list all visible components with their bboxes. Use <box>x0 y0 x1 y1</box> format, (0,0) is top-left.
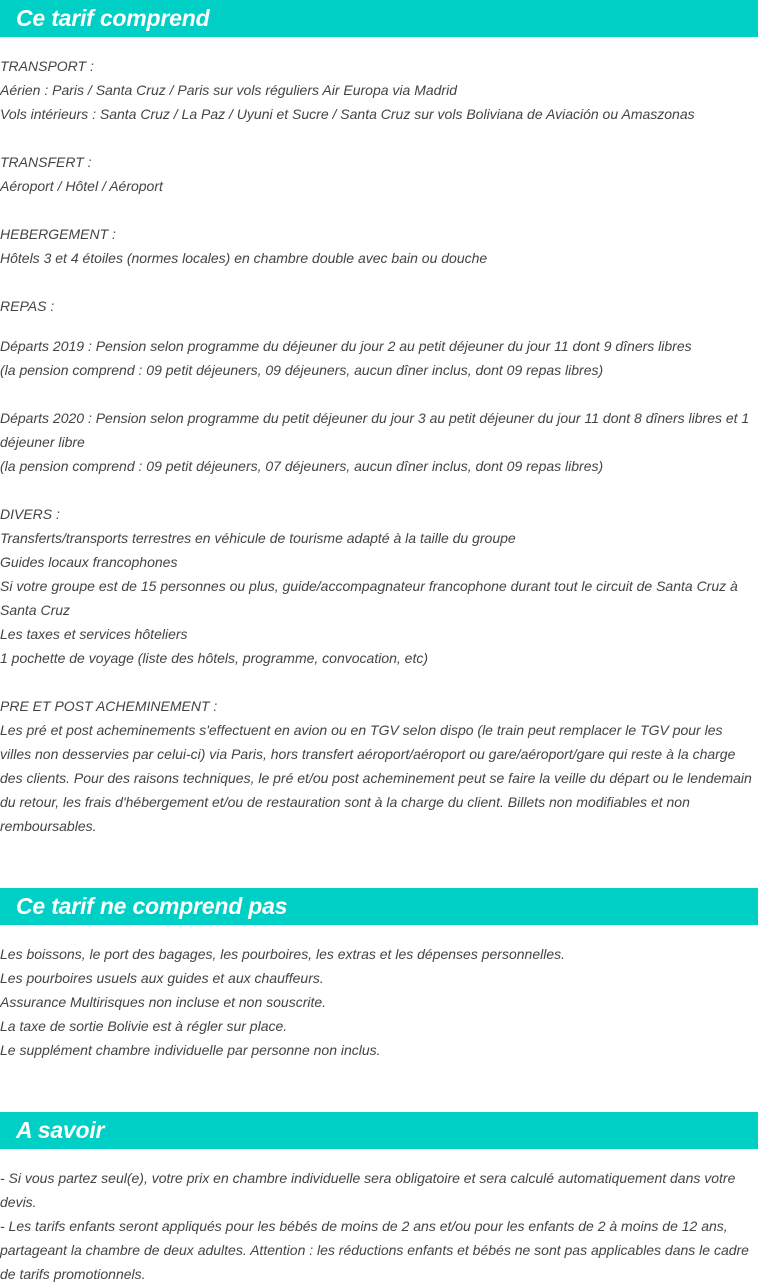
text-line: Les taxes et services hôteliers <box>0 626 188 642</box>
text-line: Départs 2020 : Pension selon programme du petit déjeuner du jour 3 au petit déjeuner du jour 11 dont 8 dîners libres et 1 déjeuner libre <box>0 410 750 450</box>
section-title: A savoir <box>0 1112 758 1149</box>
section-title: Ce tarif comprend <box>0 0 758 37</box>
text-line: Assurance Multirisques non incluse et non souscrite. <box>0 994 327 1010</box>
block-label-hebergement: HEBERGEMENT : <box>0 226 116 242</box>
text-line: Les boissons, le port des bagages, les pourboires, les extras et les dépenses personnelles. <box>0 946 566 962</box>
section-content <box>0 1149 758 1286</box>
text-line: 1 pochette de voyage (liste des hôtels, programme, convocation, etc) <box>0 650 429 666</box>
text-line: Guides locaux francophones <box>0 554 178 570</box>
section-a-savoir <box>0 1112 758 1286</box>
text-line: Départs 2019 : Pension selon programme du déjeuner du jour 2 au petit déjeuner du jour 11 dont 9 dîners libres <box>0 338 692 354</box>
text-line: Aérien : Paris / Santa Cruz / Paris sur vols réguliers Air Europa via Madrid <box>0 82 457 98</box>
section-title: Ce tarif ne comprend pas <box>0 888 758 925</box>
section-content <box>0 925 758 1062</box>
text-line: Le supplément chambre individuelle par personne non inclus. <box>0 1042 381 1058</box>
text-paragraph: - Les tarifs enfants seront appliqués pour les bébés de moins de 2 ans et/ou pour les enfants de 2 à moins de 12 ans, partageant la chambre de deux adultes. Attention : les réductions enfants et bébés ne sont pas applicables dans le cadre de tarifs promotionnels. <box>0 1218 749 1282</box>
text-line: Hôtels 3 et 4 étoiles (normes locales) en chambre double avec bain ou douche <box>0 250 488 266</box>
text-line: La taxe de sortie Bolivie est à régler sur place. <box>0 1018 288 1034</box>
block-label-transfert: TRANSFERT : <box>0 154 92 170</box>
text-line: Aéroport / Hôtel / Aéroport <box>0 178 163 194</box>
text-line: Si votre groupe est de 15 personnes ou plus, guide/accompagnateur francophone durant tout le circuit de Santa Cruz à Santa Cruz <box>0 578 738 618</box>
text-paragraph: Les pré et post acheminements s'effectuent en avion ou en TGV selon dispo (le train peut remplacer le TGV pour les villes non desservies par celui-ci) via Paris, hors transfert aéroport/aéroport ou gare/aéroport/gare qui reste à la charge des clients. Pour des raisons techniques, le pré et/ou post acheminement peut se faire la veille du départ ou le lendemain du retour, les frais d'hébergement et/ou de restauration sont à la charge du client. Billets non modifiables et non remboursables. <box>0 722 752 834</box>
text-line: (la pension comprend : 09 petit déjeuners, 09 déjeuners, aucun dîner inclus, dont 09 repas libres) <box>0 362 604 378</box>
section-not-included <box>0 888 758 1062</box>
text-line: Les pourboires usuels aux guides et aux chauffeurs. <box>0 970 324 986</box>
text-paragraph: - Si vous partez seul(e), votre prix en chambre individuelle sera obligatoire et sera calculé automatiquement dans votre devis. <box>0 1170 736 1210</box>
block-label-repas: REPAS : <box>0 298 55 314</box>
section-content <box>0 37 758 838</box>
block-label-pre-post: PRE ET POST ACHEMINEMENT : <box>0 698 218 714</box>
block-label-divers: DIVERS : <box>0 506 60 522</box>
text-line: Transferts/transports terrestres en véhicule de tourisme adapté à la taille du groupe <box>0 530 516 546</box>
block-label-transport: TRANSPORT : <box>0 58 94 74</box>
text-line: Vols intérieurs : Santa Cruz / La Paz / Uyuni et Sucre / Santa Cruz sur vols Boliviana de Aviación ou Amaszonas <box>0 106 695 122</box>
text-line: (la pension comprend : 09 petit déjeuners, 07 déjeuners, aucun dîner inclus, dont 09 repas libres) <box>0 458 604 474</box>
